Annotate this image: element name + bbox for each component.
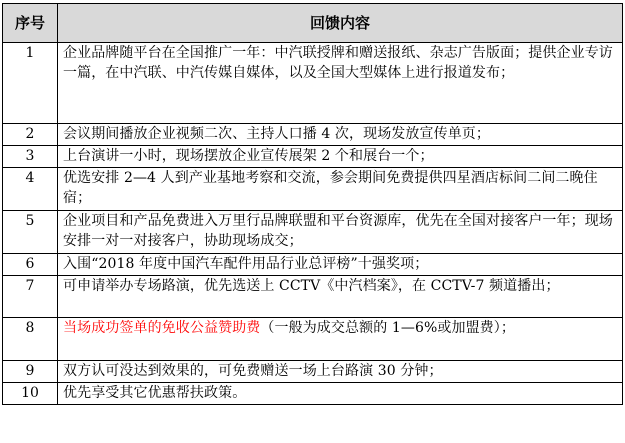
row-content: 优先享受其它优惠帮扶政策。 — [58, 383, 623, 405]
row-number: 5 — [3, 211, 58, 254]
row-number: 3 — [3, 146, 58, 168]
row-number: 2 — [3, 124, 58, 146]
row-content: 企业品牌随平台在全国推广一年：中汽联授牌和赠送报纸、杂志广告版面；提供企业专访一篇，在中汽联、中汽传媒自媒体，以及全国大型媒体上进行报道发布； — [58, 43, 623, 124]
header-number: 序号 — [3, 4, 58, 43]
table-row — [3, 146, 623, 168]
row-number: 10 — [3, 383, 58, 405]
table-row — [3, 211, 623, 254]
row-number: 1 — [3, 43, 58, 124]
row-number: 6 — [3, 254, 58, 276]
table-row — [3, 124, 623, 146]
row-content: 可申请举办专场路演，优先选送上 CCTV《中汽档案》，在 CCTV-7 频道播出； — [58, 276, 623, 318]
row-number: 9 — [3, 361, 58, 383]
row-content: 上台演讲一小时，现场摆放企业宣传展架 2 个和展台一个； — [58, 146, 623, 168]
row-number: 4 — [3, 168, 58, 211]
table-row — [3, 168, 623, 211]
row-content: 入围“2018 年度中国汽车配件用品行业总评榜”十强奖项； — [58, 254, 623, 276]
table-row — [3, 276, 623, 318]
table-header-row — [3, 4, 623, 43]
header-content: 回馈内容 — [58, 4, 623, 43]
table-row — [3, 318, 623, 361]
table-row — [3, 383, 623, 405]
highlighted-text: 当场成功签单的免收公益赞助费 — [63, 320, 261, 336]
row-number: 7 — [3, 276, 58, 318]
row-content: 优选安排 2—4 人到产业基地考察和交流，参会期间免费提供四星酒店标间二间二晚住宿； — [58, 168, 623, 211]
table-row — [3, 361, 623, 383]
row-content — [58, 318, 623, 361]
row-number: 8 — [3, 318, 58, 361]
table-row — [3, 43, 623, 124]
row-content: 会议期间播放企业视频二次、主持人口播 4 次，现场发放宣传单页； — [58, 124, 623, 146]
benefits-table — [2, 3, 623, 405]
row-content-rest: （一般为成交总额的 1—6%或加盟费）； — [260, 320, 515, 336]
row-content: 企业项目和产品免费进入万里行品牌联盟和平台资源库，优先在全国对接客户一年；现场安排一对一对接客户，协助现场成交； — [58, 211, 623, 254]
table-row — [3, 254, 623, 276]
row-content: 双方认可没达到效果的，可免费赠送一场上台路演 30 分钟； — [58, 361, 623, 383]
